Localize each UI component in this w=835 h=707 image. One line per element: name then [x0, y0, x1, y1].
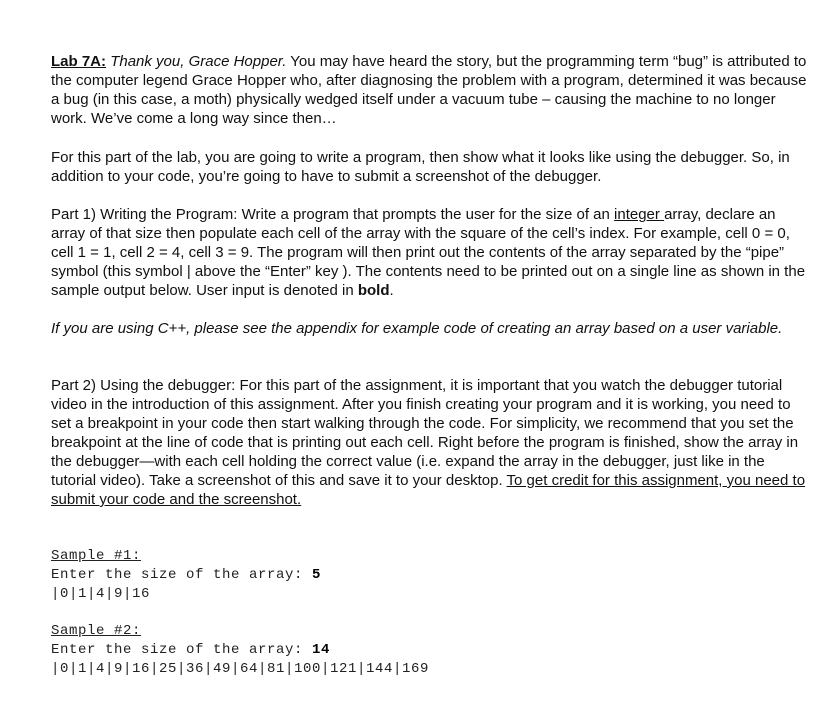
sample-title: Sample #1: [51, 548, 142, 564]
part1-text-end: . [389, 282, 394, 299]
part2-text: Part 2) Using the debugger: For this part of the assignment, it is important that you watch the debugger tutorial video in the introduction of this assignment. After you finish creating your program and it is working, you need to set a breakpoint in your code then start walking through the code. For simplicity, we recommend that you set the breakpoint at the line of code that is printing out each cell. Right before the program is finished, show the array in the debugger—with each cell holding the correct value (i.e. expand the array in the debugger, just like in the tutorial video). Take a screenshot of this and save it to your desktop. [51, 377, 799, 489]
sample-output-1 [51, 547, 321, 604]
sample-output: |0|1|4|9|16 [51, 586, 151, 602]
part1-text-before: Part 1) Writing the Program: Write a program that prompts the user for the size of an [51, 206, 615, 223]
intro-title: Thank you, Grace Hopper. [110, 53, 287, 70]
sample-output-2 [51, 622, 429, 679]
sample-title: Sample #2: [51, 623, 142, 639]
sample-input: 5 [312, 567, 322, 583]
sample-prompt: Enter the size of the array: [51, 642, 313, 658]
sample-prompt-line [51, 566, 321, 585]
part1-underlined-word: integer [614, 206, 665, 223]
part1-text-after: array, declare an array of that size then populate each cell of the array with the square of the cell’s index. For example, cell 0 = 0, cell 1 = 1, cell 2 = 4, cell 3 = 9. The program will then print out the contents of the array separated by the “pipe” symbol (this symbol | above the “Enter” key ). The contents need to be printed out on a single line as shown in the sample output below. User input is denoted in [51, 206, 806, 299]
overview-paragraph: For this part of the lab, you are going to write a program, then show what it looks like using the debugger. So, in addition to your code, you’re going to have to submit a screenshot of the debugger. [51, 149, 790, 185]
sample-output: |0|1|4|9|16|25|36|49|64|81|100|121|144|169 [51, 661, 430, 677]
part1-paragraph [51, 205, 811, 300]
part2-paragraph [51, 376, 811, 509]
part2-credit-note: To get credit for this assignment, you need to submit your code and the screenshot. [51, 472, 806, 508]
sample-prompt-line [51, 641, 429, 660]
sample-input: 14 [312, 642, 331, 658]
sample-prompt: Enter the size of the array: [51, 567, 313, 583]
lab-label: Lab 7A: [51, 53, 107, 70]
intro-body: You may have heard the story, but the programming term “bug” is attributed to the computer legend Grace Hopper who, after diagnosing the problem with a program, determined it was because a bug (in this case, a moth) physically wedged itself under a vacuum tube – causing the machine to no longer work. We’ve come a long way since then… [51, 53, 807, 127]
cpp-note: If you are using C++, please see the appendix for example code of creating an array based on a user variable. [51, 320, 783, 337]
part1-bold-word: bold [357, 282, 390, 299]
intro-paragraph [51, 52, 811, 128]
